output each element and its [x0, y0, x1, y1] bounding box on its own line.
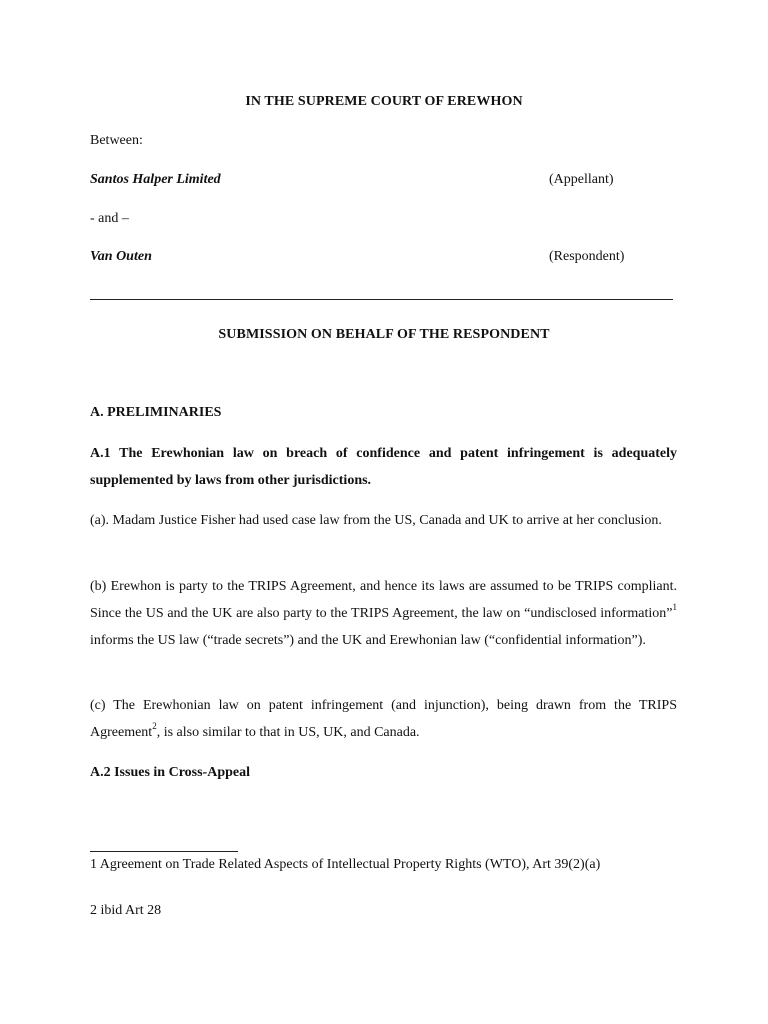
footnote-divider: [90, 851, 238, 852]
respondent-role: (Respondent): [549, 249, 625, 264]
and-separator: - and –: [90, 211, 129, 226]
paragraph-b: [90, 573, 677, 654]
appellant-name: Santos Halper Limited: [90, 172, 221, 187]
court-title: IN THE SUPREME COURT OF EREWHON: [245, 94, 523, 109]
paragraph-c: [90, 692, 677, 746]
submission-title: SUBMISSION ON BEHALF OF THE RESPONDENT: [218, 327, 550, 342]
title-divider: [90, 299, 673, 300]
a1-heading: A.1 The Erewhonian law on breach of confidence and patent infringement is adequately supplemented by laws from other jurisdictions.: [90, 446, 677, 488]
paragraph-c-text-2: , is also similar to that in US, UK, and Canada.: [156, 725, 420, 740]
footnote-2: 2 ibid Art 28: [90, 903, 162, 918]
between-label: Between:: [90, 133, 143, 148]
footnote-ref-2: 2: [152, 721, 157, 732]
appellant-role: (Appellant): [549, 172, 614, 187]
a2-heading: A.2 Issues in Cross-Appeal: [90, 765, 250, 780]
paragraph-b-text-1: (b) Erewhon is party to the TRIPS Agreement, and hence its laws are assumed to be TRIPS compliant. Since the US and the UK are also party to the TRIPS Agreement, the law on “undisclosed information”: [90, 579, 677, 621]
paragraph-b-text-2: informs the US law (“trade secrets”) and the UK and Erewhonian law (“confidential information”).: [90, 633, 646, 648]
paragraph-c-text-1: (c) The Erewhonian law on patent infringement (and injunction), being drawn from the TRIPS Agreement: [90, 698, 677, 740]
footnote-1: 1 Agreement on Trade Related Aspects of Intellectual Property Rights (WTO), Art 39(2)(a): [90, 857, 601, 872]
paragraph-a: (a). Madam Justice Fisher had used case law from the US, Canada and UK to arrive at her conclusion.: [90, 513, 662, 528]
respondent-name: Van Outen: [90, 249, 152, 264]
footnote-ref-1: 1: [672, 602, 677, 613]
section-a-heading: A. PRELIMINARIES: [90, 405, 222, 420]
